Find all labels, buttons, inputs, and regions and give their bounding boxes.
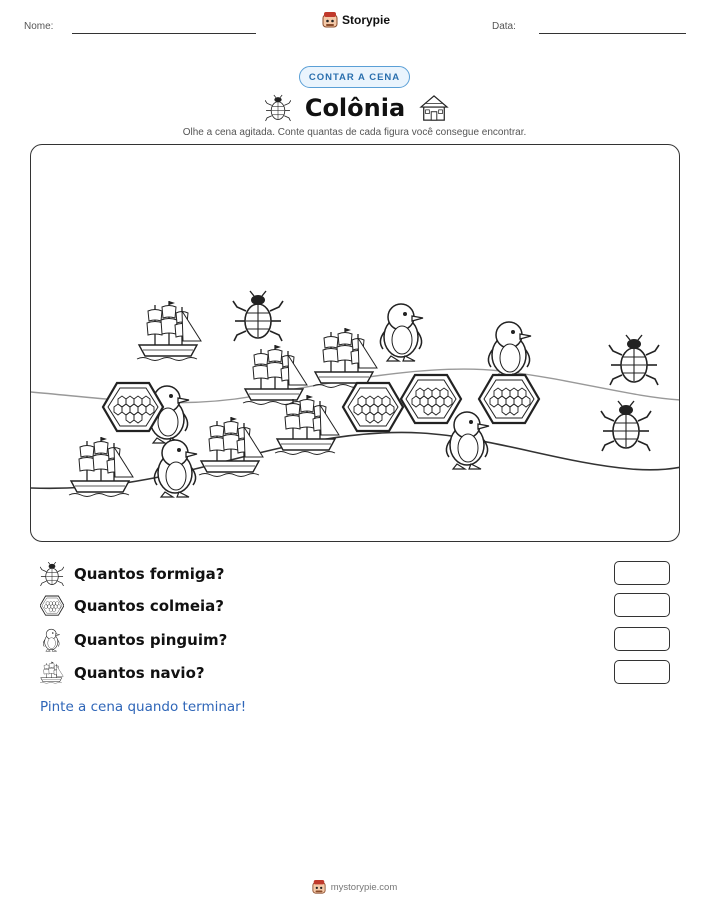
question-ship [40, 660, 670, 686]
ant-icon [233, 291, 283, 341]
footer [0, 880, 709, 894]
question-beehive [40, 593, 670, 619]
name-field[interactable] [72, 33, 256, 34]
answer-box-beehive[interactable] [614, 593, 670, 617]
ship-icon [275, 395, 339, 455]
beehive-icon [40, 594, 64, 618]
page-title: Colônia [304, 94, 406, 122]
title-row [262, 92, 452, 124]
answer-box-penguin[interactable] [614, 627, 670, 651]
coloring-instruction: Pinte a cena quando terminar! [40, 699, 247, 715]
question-label: Quantos colmeia? [74, 597, 224, 615]
hill-line-front [31, 432, 680, 488]
date-label: Data: [492, 21, 516, 32]
footer-url: mystorypie.com [330, 881, 398, 893]
penguin-icon [40, 628, 64, 652]
ant-icon [40, 562, 64, 586]
penguin-icon [380, 304, 423, 361]
activity-badge: CONTAR A CENA [299, 66, 410, 88]
brand-logo [322, 12, 390, 28]
answer-box-ship[interactable] [614, 660, 670, 684]
beehive-icon [479, 375, 539, 423]
date-field[interactable] [539, 33, 686, 34]
ship-icon [137, 301, 201, 361]
storypie-mascot-icon [322, 12, 338, 28]
penguin-icon [446, 412, 489, 469]
ant-icon [601, 401, 651, 451]
ship-icon [69, 437, 133, 497]
instructions: Olhe a cena agitada. Conte quantas de cada figura você consegue encontrar. [182, 127, 527, 138]
beehive-icon [343, 383, 403, 431]
ant-icon [265, 94, 291, 122]
answer-box-ant[interactable] [614, 561, 670, 585]
ant-icon [609, 335, 659, 385]
beehive-icon [103, 383, 163, 431]
penguin-icon [154, 440, 197, 497]
ship-icon [313, 328, 377, 388]
ship-icon [243, 345, 307, 405]
ship-icon [40, 661, 64, 685]
beehive-icon [401, 375, 461, 423]
colony-house-icon [419, 94, 449, 122]
question-label: Quantos navio? [74, 664, 205, 682]
question-penguin [40, 627, 670, 653]
question-label: Quantos pinguim? [74, 631, 228, 649]
counting-scene [30, 144, 680, 542]
name-label: Nome: [24, 21, 54, 32]
question-ant [40, 561, 670, 587]
brand-name: Storypie [342, 13, 391, 27]
scene-illustration [31, 145, 680, 542]
question-label: Quantos formiga? [74, 565, 225, 583]
storypie-mascot-icon [312, 880, 326, 894]
ship-icon [199, 417, 263, 477]
